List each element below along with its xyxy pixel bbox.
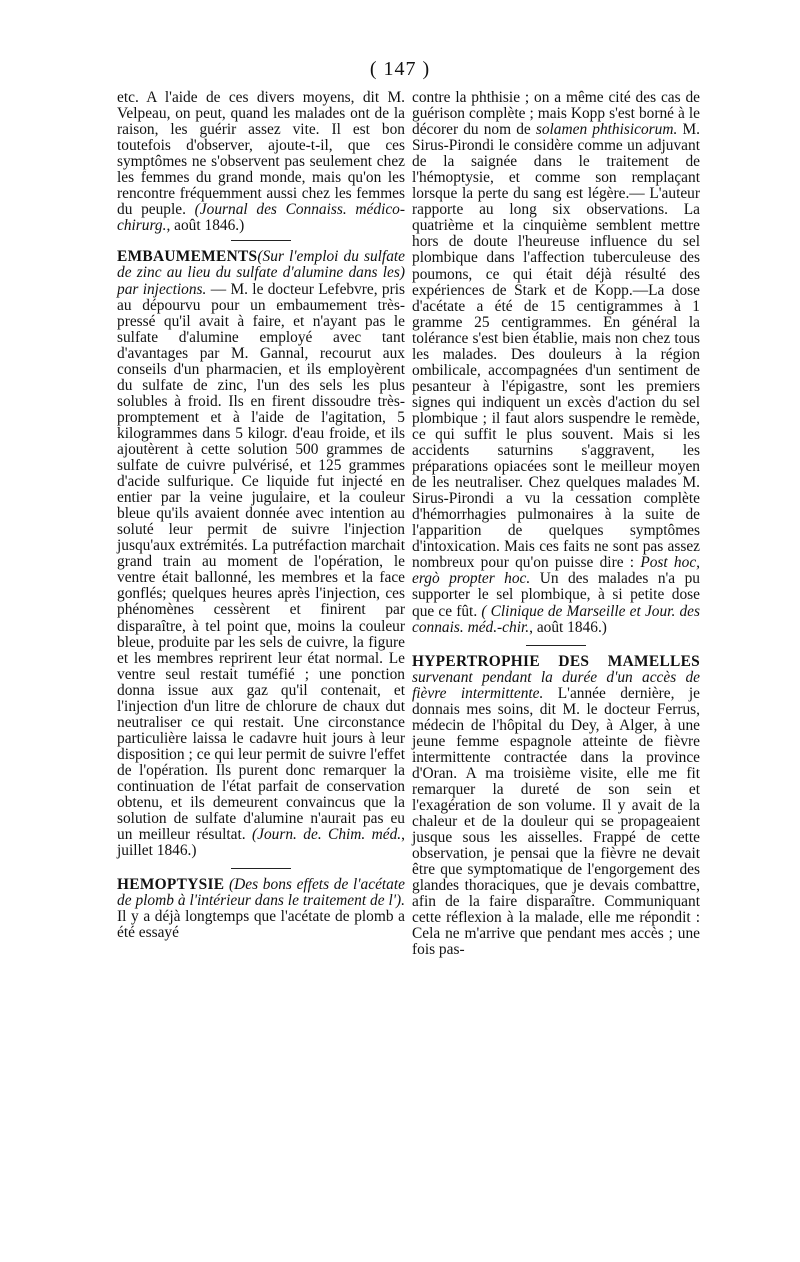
section-hemoptysie-continued bbox=[412, 90, 700, 636]
latin-phrase: Post hoc, ergò propter hoc. bbox=[412, 554, 701, 588]
section-body: L'année dernière, je donnais mes soins, dit M. le docteur Ferrus, médecin de l'hôpital du Dey, à Alger, à une jeune femme espagnole atteinte de fièvre intermittente contractée dans la province d'Oran. A ma troisième visite, elle me fit remarquer la dureté de son sein et l'exagération de son volume. Il y avait de la chaleur et de la douleur qui se propageaient jusque sous les aisselles. Frappé de cette observation, je pensai que la fièvre ne devait être que symptomatique de l'engorgement des glandes thoraciques, que je devais combattre, afin de la faire disparaître. Communiquant cette réflexion à la malade, elle me répondit : Cela ne m'arrive que pendant mes accès ; une fois pas- bbox=[412, 684, 700, 959]
paragraph-text: etc. A l'aide de ces divers moyens, dit M. Velpeau, on peut, quand les malades ont de la raison, les guérir assez vite. Il est bon toutefois d'observer, ajoute-t-il, que ces symptômes ne s'observent pas seulement chez les femmes du grand monde, mais qu'on les rencontre fréquemment aussi chez les femmes du peuple. bbox=[117, 89, 405, 219]
reference-date: , août 1846.) bbox=[529, 618, 607, 636]
section-heading: HYPERTROPHIE DES MAMELLES bbox=[412, 652, 700, 670]
journal-reference: (Journ. de. Chim. méd. bbox=[252, 826, 402, 844]
reference-date: , juillet 1846.) bbox=[117, 826, 405, 860]
reference-date: , août 1846.) bbox=[166, 217, 245, 235]
paragraph-text: Un des malades n'a pu supporter le sel plombique, à si petite dose que ce fût. bbox=[412, 570, 700, 620]
section-heading: HEMOPTYSIE bbox=[117, 876, 225, 894]
section-heading: EMBAUMEMENTS bbox=[117, 248, 258, 266]
section-subtitle: (Sur l'emploi du sulfate de zinc au lieu du sulfate d'alumine dans les) par injections. bbox=[117, 248, 405, 298]
section-body: Il y a déjà longtemps que l'acétate de plomb a été essayé bbox=[117, 908, 405, 942]
left-column bbox=[117, 90, 405, 941]
section-body: — M. le docteur Lefebvre, pris au dépourvu pour un embaumement très-pressé qu'il avait à faire, et n'ayant pas le sulfate d'alumine employé avec tant d'avantages par M. Gannal, recourut aux conseils d'un pharmacien, et ils employèrent du sulfate de zinc, l'un des sels les plus solubles à froid. Ils en firent dissoudre très-promptement et à l'aide de l'agitation, 5 kilogrammes dans 5 kilogr. d'eau froide, et ils ajoutèrent à cette solution 500 grammes de sulfate de cuivre pulvérisé, et 125 grammes d'acide sulfurique. Ce liquide fut injecté en entier par la veine jugulaire, et la couleur bleue qu'ils avaient donnée avec intention au soluté leur permit de suivre l'injection jusqu'aux extrémités. La putréfaction marchait grand train au moment de l'opération, le ventre était ballonné, les membres et la face gonflés; quelques heures après l'injection, ces phénomènes cessèrent et finirent par disparaître, à tel point que, moins la couleur bleue, produite par les sels de cuivre, la figure et les membres reprirent leur état normal. Le ventre seul restait tuméfié ; une ponction donna issue aux gaz qu'il contenait, et l'injection d'un litre de chlorure de chaux dut neutraliser ce qui restait. Une circonstance particulière laissa le cadavre huit jours à leur disposition ; ce qui leur permit de suivre l'effet de l'opération. Ils purent donc remarquer la continuation de l'état parfait de conservation obtenu, et ils demeurent convaincus que la solution de sulfate d'alumine n'aurait pas eu un meilleur résultat. bbox=[117, 280, 405, 844]
section-divider bbox=[526, 645, 586, 646]
journal-reference: (Journal des Connaiss. médico-chirurg. bbox=[117, 201, 405, 235]
right-column bbox=[412, 90, 700, 958]
paragraph-text: contre la phthisie ; on a même cité des cas de guérison complète ; mais Kopp s'est borné à le décorer du nom de bbox=[412, 89, 700, 139]
section-embaumements bbox=[117, 249, 405, 859]
journal-reference: ( Clinique de Marseille et Jour. des connais. méd.-chir. bbox=[412, 602, 700, 636]
section-subtitle: (Des bons effets de l'acétate de plomb à l'intérieur dans le traitement de l'). bbox=[117, 876, 405, 910]
section-divider bbox=[231, 868, 291, 869]
section-divider bbox=[231, 240, 291, 241]
section-hemoptysie bbox=[117, 877, 405, 941]
section-hypertrophie bbox=[412, 654, 700, 959]
section-subtitle: survenant pendant la durée d'un accès de fièvre intermittente. bbox=[412, 668, 700, 702]
paragraph-velpeau bbox=[117, 90, 405, 234]
paragraph-text: M. Sirus-Pirondi le considère comme un adjuvant de la saignée dans le traitement de l'hémoptysie, et comme son remplaçant lorsque la perte du sang est légère.— L'auteur rapporte au long six observations. La quatrième et la cinquième semblent mettre hors de doute l'heureuse influence du sel plombique dans l'affection tuberculeuse des poumons, ce qui était déjà résulté des expériences de Stark et de Kopp.—La dose d'acétate a été de 15 centigrammes à 1 gramme 25 centigrammes. En général la tolérance s'est bien établie, mais non chez tous les malades. Des douleurs à la région ombilicale, accompagnées d'un sentiment de pesanteur à l'épigastre, sont les premiers signes qui indiquent un excès d'action du sel plombique ; il faut alors suspendre le remède, ce qui suffit le plus souvent. Mais si les accidents saturnins s'aggravent, les préparations opiacées sont le meilleur moyen de les neutraliser. Chez quelques malades M. Sirus-Pirondi a vu la cessation complète d'hémorrhagies pulmonaires à la suite de l'apparition de quelques symptômes d'intoxication. Mais ces faits ne sont pas assez nombreux pour qu'on puisse dire : bbox=[412, 121, 700, 572]
latin-term: solamen phthisicorum. bbox=[535, 121, 678, 139]
page-number: ( 147 ) bbox=[369, 58, 431, 80]
